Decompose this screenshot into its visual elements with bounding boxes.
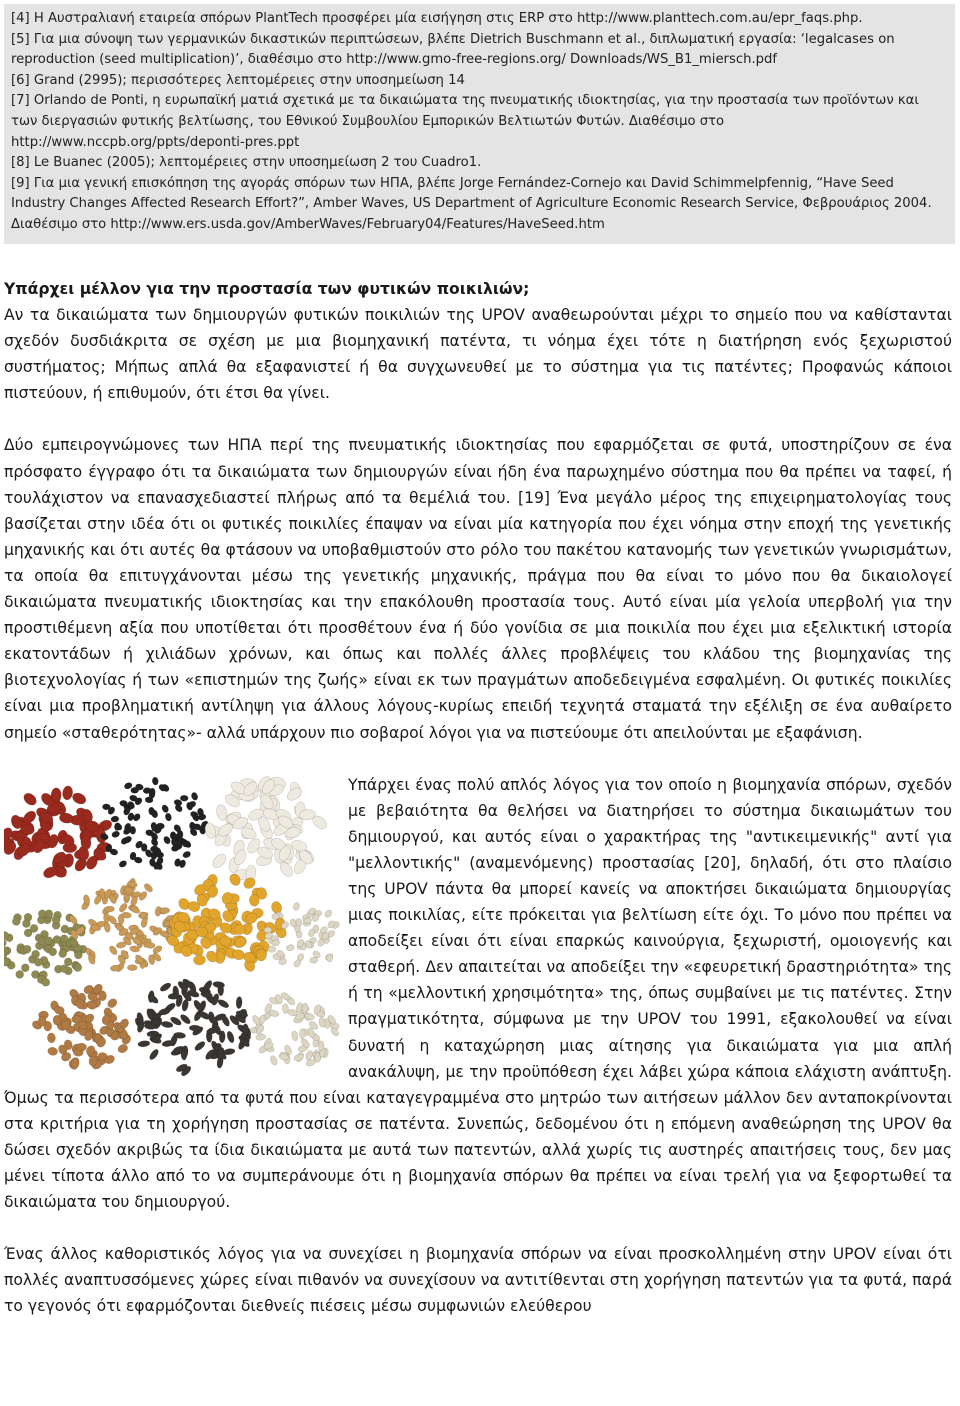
seed-mark — [293, 1053, 304, 1062]
seed-mark — [161, 803, 170, 813]
seed-mark — [193, 954, 206, 965]
seed-mark — [62, 785, 74, 800]
seed-mark — [38, 1016, 46, 1026]
paragraph-spacer — [4, 746, 952, 772]
footnote-5: [5] Για μια σύνοψη των γερμανικών δικαστικών περιπτώσεων, βλέπε Dietrich Buschmann et al., διπλωματική εργασία: ‘legalcases on reproduction (seed multiplication)’, διαθέσιμο στο http://www.gmo-free-regions.org/ Downloads/WS_B1_miersch.pdf — [11, 31, 895, 68]
seed-mark — [118, 859, 128, 868]
seed-mark — [220, 1014, 231, 1027]
paragraph-3: Υπάρχει ένας πολύ απλός λόγος για τον οποίο η βιομηχανία σπόρων, σχεδόν με βεβαιότητα θα θελήσει να διατηρήσει το σύστημα δικαιωμάτων του δημιουργού, και αυτός είναι ο χαρακτήρας της "αντικειμενικής" αντί για "μελλοντικής" (αναμενόμενης) προστασίας [20], δηλαδή, ότι στο πλαίσιο της UPOV πάντα θα μπορεί κανείς να αποκτήσει δικαιώματα δημιουργίας μιας ποικιλίας, είτε πρόκειται για βελτίωση είτε όχι. Το μόνο που πρέπει να αποδείξει είναι ότι είναι επαρκώς καινούργια, ξεχωριστή, ομοιογενής και σταθερή. Δεν απαιτείται να αποδείξει την «εφευρετική δραστηριότητα» της ή τη «μελλοντική χρησιμότητα» της, όπως συμβαίνει με τις πατέντες. Στην πραγματικότητα, σύμφωνα με την UPOV του 1991, εξακολουθεί να είναι δυνατή η καταχώρηση μιας αίτησης για δικαιώματα για μια απλή ανακάλυψη, με την προϋπόθεση έχει λάβει χώρα κάποια ελάχιστη ανάπτυξη. Όμως τα περισσότερα από τα φυτά που είναι καταγεγραμμένα στο μητρώο των αιτήσεων μάλλον δεν ανταποκρίνονται στα κριτήρια για τη χορήγηση προστασίας σε πατέντα. Συνεπώς, δεδομένου ότι η επόμενη αναθεώρηση της UPOV θα δώσει σχεδόν ακριβώς τα ίδια δικαιώματα με αυτά των πατεντών, αλλά χωρίς τις αυστηρές απαιτήσεις τους, δεν μας μένει τίποτα άλλο από το να συμπεράνουμε ότι η βιομηχανία σπόρων θα πρέπει να είναι τρελή για να ξεφορτωθεί τα δικαιώματα του δημιουργού. — [4, 775, 952, 1212]
seed-mark — [119, 799, 128, 806]
seed-mark — [98, 990, 106, 1000]
seed-mark — [295, 918, 302, 927]
seed-mark — [152, 776, 159, 785]
paragraph-1: Αν τα δικαιώματα των δημιουργών φυτικών ποικιλιών της UPOV αναθεωρούνται μέχρι το σημείο που να καθίστανται σχεδόν δυσδιάκριτα σε σχέση με μια βιομηχανική πατέντα, τι νόημα έχει τότε η διατήρηση ενός ξεχωριστού συστήματος; Μήπως απλά θα εξαφανιστεί ή θα συγχωνευθεί με το σύστημα για τις πατέντες; Προφανώς κάποιοι πιστεύουν, ή επιθυμούν, ότι έτσι θα γίνει. — [4, 306, 952, 403]
section-heading: Υπάρχει μέλλον για την προστασία των φυτικών ποικιλιών; — [4, 280, 530, 298]
footnotes-box — [4, 4, 955, 244]
seed-mark — [103, 912, 109, 922]
seed-mark — [293, 902, 301, 911]
seed-mark — [147, 1030, 159, 1037]
image-text-block — [4, 772, 952, 1216]
seed-mark — [291, 1030, 299, 1041]
seed-mark — [47, 1032, 56, 1043]
seed-mark — [116, 941, 127, 949]
seed-mark — [110, 815, 119, 822]
seed-mark — [182, 840, 190, 847]
seed-mark — [318, 1017, 326, 1028]
seed-mark — [127, 964, 137, 970]
seed-mark — [180, 795, 188, 801]
article-body — [4, 276, 952, 1319]
footnote-9: [9] Για μια γενική επισκόπηση της αγοράς σπόρων των ΗΠΑ, βλέπε Jorge Fernández-Cornejo και David Schimmelpfennig, “Have Seed Industry Changes Affected Research Effort?”, Amber Waves, US Department of Agriculture Economic Research Service, Φεβρουάριος 2004. Διαθέσιμο στο http://www.ers.usda.gov/AmberWaves/February04/Features/HaveSeed.htm — [11, 175, 932, 232]
seed-mark — [159, 981, 172, 993]
seed-mark — [104, 922, 111, 933]
footnote-4: [4] Η Αυστραλιανή εταιρεία σπόρων PlantTech προσφέρει μία εισήγηση στις ERP στο http://www.planttech.com.au/epr_faqs.php. — [11, 11, 863, 26]
seed-mark — [223, 1047, 236, 1055]
seed-mark — [318, 1040, 324, 1050]
seed-mark — [190, 791, 198, 801]
seed-mark — [138, 1040, 151, 1047]
seed-mark — [111, 830, 121, 838]
seeds-photo-icon — [4, 776, 340, 1076]
seed-mark — [148, 1047, 160, 1060]
seed-mark — [117, 1043, 129, 1054]
seed-mark — [210, 851, 228, 870]
seed-mark — [69, 938, 78, 947]
paragraph-spacer — [4, 406, 952, 432]
paragraph-2: Δύο εμπειρογνώμονες των ΗΠΑ περί της πνευματικής ιδιοκτησίας που εφαρμόζεται σε φυτά, υποστηρίζουν σε ένα πρόσφατο έγγραφο ότι τα δικαιώματα των δημιουργών είναι ήδη ένα παρωχημένο σύστημα που θα πρέπει να ταφεί, ή τουλάχιστον να επανασχεδιαστεί πλήρως από τα θεμέλιά του. [19] Ένα μεγάλο μέρος της επιχειρηματολογίας τους βασίζεται στην ιδέα ότι οι φυτικές ποικιλίες έπαψαν να είναι μία κατηγορία που έχει νόημα στην εποχή της γενετικής μηχανικής και ότι αυτές θα φτάσουν να υποβαθμιστούν στο ρόλο του πακέτου κατανομής των γενετικών γνωρισμάτων, τα οποία θα επιτυγχάνονται μέσω της γενετικής μηχανικής, πράγμα που θα είναι το μόνο που θα δικαιολογεί δικαιώματα πνευματικής ιδιοκτησίας και την επακόλουθη προστασία τους. Αυτό είναι μία γελοία υπερβολή για την προστιθέμενη αξία που υποτίθεται ότι προσθέτουν ένα ή δύο γονίδια σε μια ποικιλία που έχει μια εξελικτική ιστορία εκατοντάδων ή χιλιάδων χρόνων, και όπως και πολλές άλλες προβλέψεις του κλάδου της βιομηχανίας της βιοτεχνολογίας ή των «επιστημών της ζωής» είναι εκ των πραγμάτων αποδεδειγμένα εσφαλμένη. Οι φυτικές ποικιλίες είναι μια προβληματική αντίληψη για άλλους λόγους-κυρίως επειδή τεχνητά σταματά την εξέλιξη σε ένα αυθαίρετο σημείο «σταθερότητας»- αλλά υπάρχουν πιο σοβαροί λόγοι για να πιστεύουμε ότι απειλούνται με εξαφάνιση. — [4, 436, 952, 742]
seed-mark — [249, 894, 260, 907]
seed-mark — [71, 791, 88, 806]
seed-mark — [34, 958, 42, 966]
seed-mark — [182, 850, 192, 859]
seed-mark — [309, 957, 317, 963]
seed-mark — [145, 796, 153, 803]
seed-mark — [323, 908, 333, 918]
seed-mark — [198, 1010, 211, 1021]
seed-mark — [47, 1046, 58, 1056]
footnote-7: [7] Orlando de Ponti, η ευρωπαϊκή ματιά σχετικά με τα δικαιώματα της πνευματικής ιδιοκτησίας, για την προστασία των προϊόντων και των διεργασιών φυτικής βελτίωσης, του Εθνικού Συμβουλίου Εμπορικών Βελτιωτών Φυτών. Διαθέσιμο στο http://www.nccpb.org/ppts/deponti-pres.ppt — [11, 93, 919, 150]
seed-mark — [22, 790, 39, 807]
seed-mark — [181, 1048, 187, 1060]
seed-mark — [145, 942, 155, 949]
seed-mark — [264, 927, 272, 933]
seed-mark — [236, 996, 243, 1008]
seed-mark — [141, 843, 148, 851]
footnote-6: [6] Grand (2995); περισσότερες λεπτομέρειες στην υποσημείωση 14 — [11, 72, 465, 88]
seed-mark — [53, 1014, 62, 1024]
seed-mark — [160, 907, 170, 914]
seed-mark — [44, 936, 53, 945]
seed-mark — [189, 1024, 201, 1031]
seed-mark — [104, 905, 114, 912]
seed-mark — [118, 901, 129, 913]
seed-mark — [327, 953, 333, 961]
seed-mark — [149, 787, 156, 795]
seed-mark — [76, 1042, 86, 1051]
seed-mark — [164, 812, 172, 821]
seed-mark — [193, 1039, 206, 1051]
paragraph-4: Ένας άλλος καθοριστικός λόγος για να συνεχίσει η βιομηχανία σπόρων να είναι προσκολλημένη στην UPOV είναι ότι πολλές αναπτυσσόμενες χώρες είναι πιθανόν να συνεχίσουν να αντιτίθενται στη χορήγηση πατεντών για τα φυτά, παρά το γεγονός ότι εφαρμόζονται διεθνείς πιέσεις μέσω συμφωνιών ελεύθερου — [4, 1245, 952, 1316]
seed-mark — [51, 787, 61, 801]
seed-mark — [269, 1054, 278, 1066]
seed-mark — [242, 1023, 248, 1035]
seed-mark — [226, 1030, 236, 1043]
seed-mark — [271, 913, 280, 920]
seed-mark — [299, 1028, 306, 1038]
seed-mark — [134, 856, 143, 863]
seed-mark — [140, 917, 148, 928]
seed-mark — [268, 946, 276, 953]
seed-mark — [158, 1007, 171, 1016]
paragraph-spacer — [4, 1215, 952, 1241]
seed-mark — [202, 979, 214, 992]
seed-mark — [302, 1003, 308, 1013]
seed-mark — [156, 822, 164, 829]
seed-mark — [286, 944, 295, 951]
seed-mark — [169, 1033, 178, 1046]
seed-mark — [255, 1033, 266, 1040]
seed-mark — [171, 837, 178, 845]
seed-mark — [217, 983, 223, 995]
footnote-8: [8] Le Buanec (2005); λεπτομέρειες στην υποσημείωση 2 του Cuadro1. — [11, 155, 482, 171]
seed-mark — [219, 1030, 225, 1042]
